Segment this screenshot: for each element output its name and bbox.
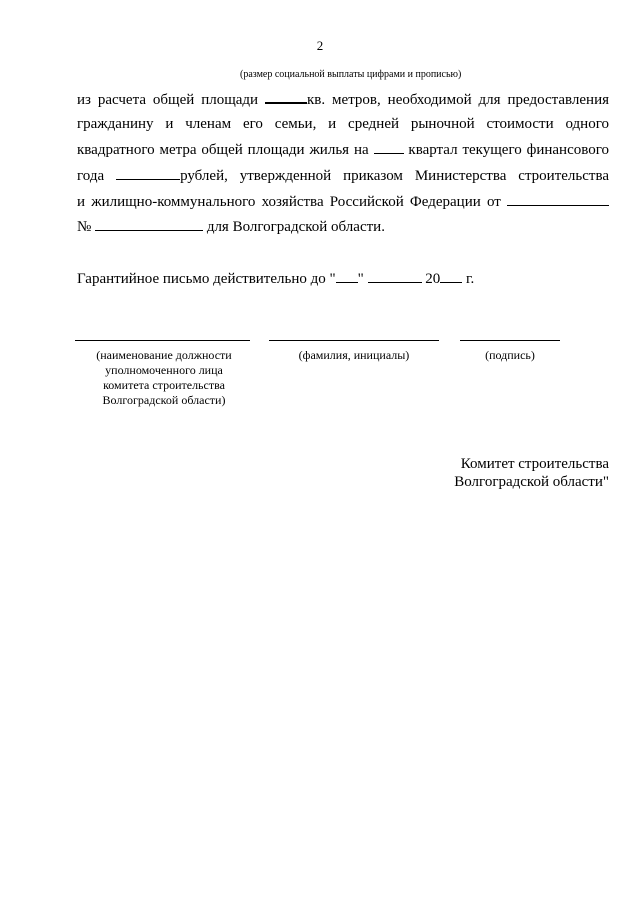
body-line-5-text: и жилищно-коммунального хозяйства Российской Федерации от <box>77 194 501 210</box>
day-blank <box>336 270 358 283</box>
guarantee-quote-close: " <box>357 271 364 287</box>
body-line-3-start: квадратного метра общей площади жилья на <box>77 142 369 158</box>
rubles-blank <box>116 167 180 180</box>
body-line-1 <box>77 90 609 109</box>
signature-line <box>460 340 560 341</box>
committee-line-1: Комитет строительства <box>460 456 609 472</box>
guarantee-validity-line <box>77 270 474 288</box>
order-date-blank <box>507 193 609 206</box>
body-line-2: гражданину и членам его семьи, и средней рыночной стоимости одного <box>77 116 609 132</box>
body-line-5 <box>77 193 609 211</box>
body-line-6 <box>77 218 609 236</box>
payment-amount-caption: (размер социальной выплаты цифрами и прописью) <box>240 69 462 80</box>
guarantee-text: Гарантийное письмо действительно до " <box>77 271 336 287</box>
body-line-1-end: кв. метров, необходимой для предоставления <box>307 92 609 108</box>
body-line-3 <box>77 141 609 159</box>
quarter-blank <box>374 141 404 154</box>
position-signature-line <box>75 340 250 341</box>
guarantee-year-suffix: г. <box>466 271 475 287</box>
body-line-3-end: квартал текущего финансового <box>408 142 609 158</box>
name-signature-line <box>269 340 439 341</box>
body-line-1-start: из расчета общей площади <box>77 92 259 108</box>
order-number-blank <box>95 218 203 231</box>
body-line-6-end: для Волгоградской области. <box>206 219 385 235</box>
page-number: 2 <box>316 38 324 53</box>
body-line-4-end: рублей, утвержденной приказом Министерства строительства <box>180 168 610 184</box>
committee-line-2: Волгоградской области" <box>454 474 609 490</box>
number-sign: № <box>77 219 92 235</box>
position-caption: (наименование должности уполномоченного лица комитета строительства Волгоградской области) <box>96 348 232 407</box>
committee-block <box>454 455 609 491</box>
month-blank <box>368 270 422 283</box>
name-caption: (фамилия, инициалы) <box>298 348 410 362</box>
body-line-4 <box>77 167 609 185</box>
guarantee-year-prefix: 20 <box>425 271 441 287</box>
signature-caption: (подпись) <box>485 348 535 362</box>
year-blank <box>440 270 462 283</box>
area-blank <box>265 90 307 104</box>
body-line-4-start: года <box>77 168 105 184</box>
